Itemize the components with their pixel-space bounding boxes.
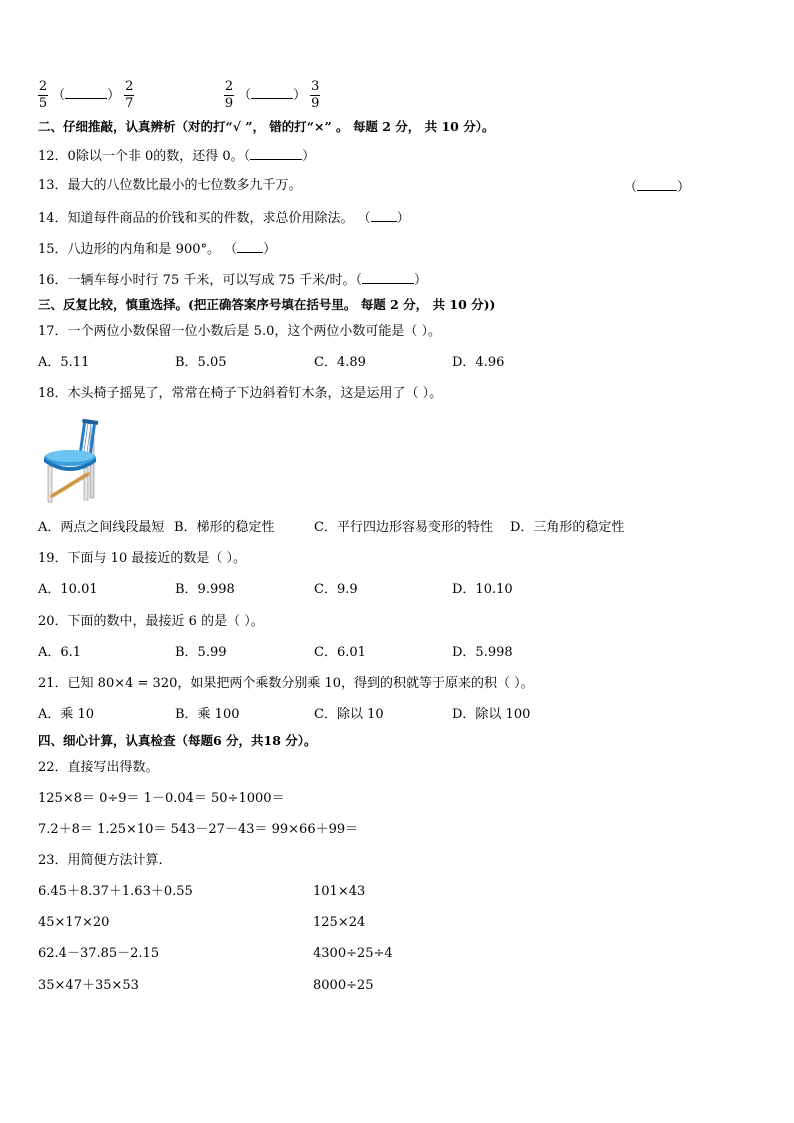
option-c[interactable]: C．平行四边形容易变形的特性 [314, 520, 493, 535]
option-a[interactable]: A．5.11 [38, 355, 90, 370]
paren-open: （ [624, 180, 638, 195]
option-b[interactable]: B．9.998 [175, 582, 235, 597]
question-15 [38, 239, 276, 259]
option-a[interactable]: A．乘 10 [38, 707, 95, 722]
fraction-compare-2 [224, 80, 320, 111]
paren-close: ） [293, 88, 307, 103]
paren-open: （ [238, 88, 252, 103]
fraction [224, 80, 234, 111]
option-a[interactable]: A．6.1 [38, 645, 82, 660]
option-d[interactable]: D．5.998 [452, 645, 513, 660]
answer-blank[interactable] [237, 239, 263, 253]
question-text: 13．最大的八位数比最小的七位数多九千万。 [38, 178, 302, 193]
question-17: 17．一个两位小数保留一位小数后是 5.0，这个两位小数可能是（ ）。 [38, 324, 441, 339]
denominator: 7 [125, 96, 134, 111]
calc-item: 45×17×20 [38, 915, 110, 930]
fraction [38, 80, 48, 111]
option-d[interactable]: D．除以 100 [452, 707, 531, 722]
question-13-answer [624, 177, 690, 197]
paren-close: ） [302, 149, 316, 164]
answer-blank[interactable] [362, 270, 414, 284]
calc-row-2: 7.2＋8＝ 1.25×10＝ 543－27－43＝ 99×66＋99＝ [38, 822, 359, 837]
option-b[interactable]: B．梯形的稳定性 [174, 520, 275, 535]
option-a[interactable]: A．10.01 [38, 582, 98, 597]
numerator: 2 [125, 79, 134, 94]
question-23: 23．用简便方法计算. [38, 853, 163, 868]
calc-item: 35×47＋35×53 [38, 978, 139, 993]
paren-close: ） [107, 88, 121, 103]
numerator: 3 [311, 79, 320, 94]
option-c[interactable]: C．4.89 [314, 355, 366, 370]
option-b[interactable]: B．乘 100 [175, 707, 240, 722]
question-text: 16．一辆车每小时行 75 千米，可以写成 75 千米/时。（ [38, 273, 363, 288]
calc-item: 4300÷25÷4 [313, 946, 393, 961]
option-b[interactable]: B．5.05 [175, 355, 227, 370]
calc-item: 125×24 [313, 915, 366, 930]
fraction [124, 80, 134, 111]
section-3-title: 三、反复比较，慎重选择。(把正确答案序号填在括号里。 每题 2 分， 共 10 分)) [38, 297, 496, 312]
denominator: 5 [38, 96, 48, 111]
question-20: 20．下面的数中，最接近 6 的是（ ）。 [38, 614, 264, 629]
calc-row-1: 125×8＝ 0÷9＝ 1－0.04＝ 50÷1000＝ [38, 791, 285, 806]
paren-close: ） [263, 242, 277, 257]
calc-item: 8000÷25 [313, 978, 374, 993]
question-12 [38, 146, 315, 166]
option-d[interactable]: D．10.10 [452, 582, 513, 597]
section-4-title: 四、细心计算，认真检查（每题6 分，共18 分）。 [38, 733, 317, 748]
chair-illustration [40, 418, 104, 506]
answer-blank[interactable] [371, 208, 397, 222]
paren-close: ） [677, 180, 691, 195]
question-21: 21．已知 80×4 = 320，如果把两个乘数分别乘 10，得到的积就等于原来的积（ ）。 [38, 676, 534, 691]
calc-item: 6.45＋8.37＋1.63＋0.55 [38, 884, 193, 899]
paren-close: ） [396, 211, 410, 226]
option-d[interactable]: D．4.96 [452, 355, 505, 370]
question-14 [38, 208, 410, 228]
question-16 [38, 270, 427, 290]
option-c[interactable]: C．除以 10 [314, 707, 384, 722]
option-b[interactable]: B．5.99 [175, 645, 227, 660]
numerator: 2 [38, 79, 48, 94]
question-19: 19．下面与 10 最接近的数是（ ）。 [38, 551, 246, 566]
section-2-title: 二、仔细推敲，认真辨析（对的打“√ ”， 错的打“×” 。 每题 2 分， 共 10 分）。 [38, 119, 495, 134]
option-a[interactable]: A．两点之间线段最短 [38, 520, 165, 535]
calc-item: 101×43 [313, 884, 366, 899]
denominator: 9 [224, 96, 234, 111]
answer-blank[interactable] [251, 85, 293, 99]
numerator: 2 [224, 79, 234, 94]
answer-blank[interactable] [637, 177, 677, 191]
paren-close: ） [414, 273, 428, 288]
option-d[interactable]: D．三角形的稳定性 [510, 520, 625, 535]
question-13 [38, 177, 302, 195]
question-text: 15．八边形的内角和是 900°。 （ [38, 242, 238, 257]
question-22: 22．直接写出得数。 [38, 760, 159, 775]
question-text: 14．知道每件商品的价钱和买的件数，求总价用除法。 （ [38, 211, 371, 226]
option-c[interactable]: C．9.9 [314, 582, 358, 597]
denominator: 9 [311, 96, 320, 111]
answer-blank[interactable] [250, 146, 302, 160]
option-c[interactable]: C．6.01 [314, 645, 366, 660]
answer-blank[interactable] [65, 85, 107, 99]
fraction-compare-1 [38, 80, 134, 111]
calc-item: 62.4－37.85－2.15 [38, 946, 160, 961]
paren-open: （ [52, 88, 66, 103]
question-18: 18．木头椅子摇晃了，常常在椅子下边斜着钉木条，这是运用了（ ）。 [38, 386, 443, 401]
question-text: 12．0除以一个非 0的数，还得 0。（ [38, 149, 251, 164]
fraction [310, 80, 320, 111]
